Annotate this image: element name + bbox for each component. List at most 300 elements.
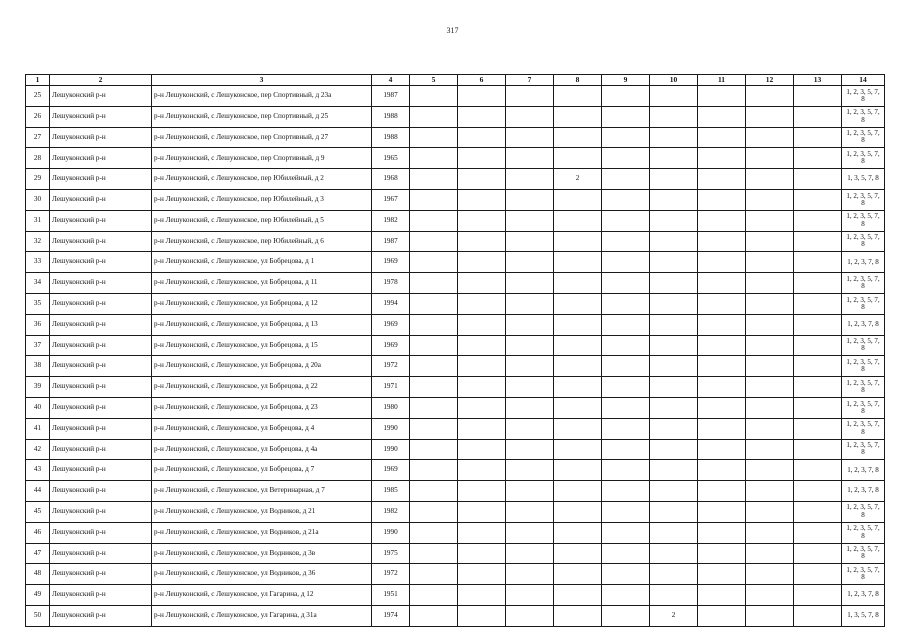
col-7-cell [506,564,554,585]
col-7-cell [506,522,554,543]
col-11-cell [698,335,746,356]
works-list-cell: 1, 2, 3, 5, 7, 8 [842,377,885,398]
col-11-cell [698,501,746,522]
table-row [26,252,885,273]
table-body [26,86,885,627]
col-7-cell [506,460,554,481]
col-6-cell [458,439,506,460]
year-cell: 1972 [372,564,410,585]
col-13-cell [794,189,842,210]
row-number: 45 [26,501,50,522]
column-header-6: 6 [458,75,506,86]
col-5-cell [410,564,458,585]
table-row [26,231,885,252]
col-8-cell [554,335,602,356]
col-13-cell [794,418,842,439]
col-13-cell [794,564,842,585]
col-11-cell [698,418,746,439]
works-list-cell: 1, 2, 3, 5, 7, 8 [842,418,885,439]
row-number: 33 [26,252,50,273]
col-8-cell [554,86,602,107]
col-9-cell [602,314,650,335]
address-cell: р-н Лешуконский, с Лешуконское, пер Спортивный, д 9 [152,148,372,169]
col-7-cell [506,169,554,190]
col-10-cell [650,397,698,418]
col-9-cell [602,543,650,564]
district-cell: Лешуконский р-н [50,397,152,418]
col-10-cell [650,356,698,377]
col-6-cell [458,397,506,418]
year-cell: 1969 [372,314,410,335]
col-10-cell [650,377,698,398]
col-5-cell [410,293,458,314]
col-7-cell [506,231,554,252]
col-6-cell [458,106,506,127]
col-8-cell [554,439,602,460]
col-13-cell [794,481,842,502]
col-10-cell [650,252,698,273]
col-7-cell [506,106,554,127]
column-header-12: 12 [746,75,794,86]
works-list-cell: 1, 2, 3, 5, 7, 8 [842,501,885,522]
col-13-cell [794,106,842,127]
col-11-cell [698,314,746,335]
col-8-cell [554,106,602,127]
district-cell: Лешуконский р-н [50,148,152,169]
year-cell: 1978 [372,273,410,294]
col-8-cell [554,377,602,398]
col-6-cell [458,522,506,543]
col-9-cell [602,377,650,398]
col-12-cell [746,210,794,231]
col-9-cell [602,169,650,190]
row-number: 49 [26,585,50,606]
col-11-cell [698,377,746,398]
col-9-cell [602,397,650,418]
col-8-cell [554,356,602,377]
col-11-cell [698,169,746,190]
col-13-cell [794,148,842,169]
col-9-cell [602,501,650,522]
col-11-cell [698,605,746,626]
col-6-cell [458,293,506,314]
year-cell: 1982 [372,210,410,231]
year-cell: 1988 [372,127,410,148]
col-5-cell [410,460,458,481]
table-row [26,293,885,314]
col-10-cell [650,501,698,522]
col-6-cell [458,564,506,585]
col-11-cell [698,148,746,169]
table-row [26,314,885,335]
row-number: 50 [26,605,50,626]
district-cell: Лешуконский р-н [50,189,152,210]
col-13-cell [794,543,842,564]
works-list-cell: 1, 2, 3, 5, 7, 8 [842,210,885,231]
col-5-cell [410,356,458,377]
table-row [26,439,885,460]
col-7-cell [506,397,554,418]
district-cell: Лешуконский р-н [50,127,152,148]
works-list-cell: 1, 2, 3, 5, 7, 8 [842,439,885,460]
address-cell: р-н Лешуконский, с Лешуконское, ул Бобрецова, д 12 [152,293,372,314]
col-6-cell [458,210,506,231]
col-6-cell [458,273,506,294]
col-5-cell [410,106,458,127]
year-cell: 1990 [372,439,410,460]
district-cell: Лешуконский р-н [50,501,152,522]
col-10-cell [650,522,698,543]
district-cell: Лешуконский р-н [50,522,152,543]
col-12-cell [746,86,794,107]
year-cell: 1987 [372,86,410,107]
col-6-cell [458,314,506,335]
col-5-cell [410,439,458,460]
col-10-cell [650,418,698,439]
col-10-cell [650,273,698,294]
address-cell: р-н Лешуконский, с Лешуконское, ул Ветеринарная, д 7 [152,481,372,502]
works-list-cell: 1, 2, 3, 5, 7, 8 [842,273,885,294]
col-8-cell [554,127,602,148]
col-13-cell [794,169,842,190]
district-cell: Лешуконский р-н [50,585,152,606]
year-cell: 1972 [372,356,410,377]
col-11-cell [698,252,746,273]
district-cell: Лешуконский р-н [50,356,152,377]
col-6-cell [458,127,506,148]
year-cell: 1994 [372,293,410,314]
page-number: 317 [446,26,459,35]
col-6-cell [458,356,506,377]
col-12-cell [746,585,794,606]
col-8-cell [554,605,602,626]
col-12-cell [746,356,794,377]
col-5-cell [410,86,458,107]
row-number: 28 [26,148,50,169]
col-7-cell [506,377,554,398]
table-row [26,543,885,564]
row-number: 40 [26,397,50,418]
col-10-cell [650,439,698,460]
column-header-1: 1 [26,75,50,86]
col-8-cell [554,231,602,252]
row-number: 25 [26,86,50,107]
col-12-cell [746,169,794,190]
col-12-cell [746,231,794,252]
col-13-cell [794,605,842,626]
address-cell: р-н Лешуконский, с Лешуконское, ул Бобрецова, д 4а [152,439,372,460]
col-8-cell [554,481,602,502]
col-13-cell [794,252,842,273]
works-list-cell: 1, 2, 3, 5, 7, 8 [842,231,885,252]
table-row [26,169,885,190]
col-12-cell [746,252,794,273]
row-number: 44 [26,481,50,502]
col-10-cell [650,127,698,148]
table-row [26,564,885,585]
year-cell: 1982 [372,501,410,522]
col-12-cell [746,418,794,439]
col-7-cell [506,356,554,377]
district-cell: Лешуконский р-н [50,481,152,502]
col-11-cell [698,460,746,481]
address-cell: р-н Лешуконский, с Лешуконское, ул Бобрецова, д 15 [152,335,372,356]
works-list-cell: 1, 2, 3, 5, 7, 8 [842,86,885,107]
address-cell: р-н Лешуконский, с Лешуконское, ул Водников, д 21 [152,501,372,522]
works-list-cell: 1, 2, 3, 5, 7, 8 [842,543,885,564]
col-8-cell [554,210,602,231]
col-10-cell [650,564,698,585]
col-13-cell [794,335,842,356]
col-9-cell [602,86,650,107]
works-list-cell: 1, 3, 5, 7, 8 [842,169,885,190]
col-12-cell [746,522,794,543]
col-7-cell [506,439,554,460]
col-13-cell [794,210,842,231]
col-9-cell [602,585,650,606]
address-cell: р-н Лешуконский, с Лешуконское, ул Водников, д 36 [152,564,372,585]
col-7-cell [506,210,554,231]
row-number: 47 [26,543,50,564]
col-12-cell [746,335,794,356]
address-cell: р-н Лешуконский, с Лешуконское, ул Гагарина, д 31а [152,605,372,626]
table-row [26,210,885,231]
col-6-cell [458,543,506,564]
address-cell: р-н Лешуконский, с Лешуконское, ул Бобрецова, д 1 [152,252,372,273]
table-row [26,127,885,148]
col-11-cell [698,106,746,127]
district-cell: Лешуконский р-н [50,86,152,107]
col-5-cell [410,231,458,252]
address-cell: р-н Лешуконский, с Лешуконское, ул Бобрецова, д 11 [152,273,372,294]
col-5-cell [410,314,458,335]
works-list-cell: 1, 2, 3, 7, 8 [842,481,885,502]
col-13-cell [794,522,842,543]
col-10-cell [650,543,698,564]
col-12-cell [746,481,794,502]
col-11-cell [698,397,746,418]
col-7-cell [506,501,554,522]
col-11-cell [698,86,746,107]
year-cell: 1969 [372,252,410,273]
col-7-cell [506,314,554,335]
col-5-cell [410,377,458,398]
col-6-cell [458,501,506,522]
address-cell: р-н Лешуконский, с Лешуконское, пер Спортивный, д 27 [152,127,372,148]
col-8-cell [554,273,602,294]
table-row [26,460,885,481]
col-10-cell [650,106,698,127]
col-6-cell [458,460,506,481]
address-cell: р-н Лешуконский, с Лешуконское, ул Бобрецова, д 13 [152,314,372,335]
col-6-cell [458,189,506,210]
address-cell: р-н Лешуконский, с Лешуконское, ул Бобрецова, д 20а [152,356,372,377]
address-cell: р-н Лешуконский, с Лешуконское, ул Бобрецова, д 23 [152,397,372,418]
col-6-cell [458,605,506,626]
year-cell: 1967 [372,189,410,210]
table-row [26,501,885,522]
year-cell: 1990 [372,418,410,439]
col-10-cell: 2 [650,605,698,626]
table-row [26,189,885,210]
col-12-cell [746,106,794,127]
col-5-cell [410,481,458,502]
table-row [26,86,885,107]
row-number: 39 [26,377,50,398]
col-11-cell [698,231,746,252]
row-number: 29 [26,169,50,190]
year-cell: 1971 [372,377,410,398]
col-10-cell [650,169,698,190]
address-cell: р-н Лешуконский, с Лешуконское, ул Бобрецова, д 4 [152,418,372,439]
col-7-cell [506,481,554,502]
column-header-7: 7 [506,75,554,86]
col-10-cell [650,86,698,107]
works-list-cell: 1, 2, 3, 5, 7, 8 [842,106,885,127]
table-row [26,273,885,294]
col-9-cell [602,106,650,127]
col-7-cell [506,605,554,626]
district-cell: Лешуконский р-н [50,460,152,481]
col-11-cell [698,356,746,377]
column-header-11: 11 [698,75,746,86]
row-number: 35 [26,293,50,314]
column-header-2: 2 [50,75,152,86]
col-8-cell: 2 [554,169,602,190]
year-cell: 1985 [372,481,410,502]
address-cell: р-н Лешуконский, с Лешуконское, ул Гагарина, д 12 [152,585,372,606]
col-11-cell [698,543,746,564]
district-cell: Лешуконский р-н [50,564,152,585]
col-6-cell [458,86,506,107]
col-13-cell [794,356,842,377]
col-13-cell [794,439,842,460]
col-13-cell [794,86,842,107]
col-12-cell [746,460,794,481]
column-header-5: 5 [410,75,458,86]
col-8-cell [554,189,602,210]
col-10-cell [650,335,698,356]
col-11-cell [698,522,746,543]
address-cell: р-н Лешуконский, с Лешуконское, пер Спортивный, д 25 [152,106,372,127]
col-8-cell [554,522,602,543]
works-list-cell: 1, 2, 3, 5, 7, 8 [842,148,885,169]
row-number: 48 [26,564,50,585]
col-12-cell [746,127,794,148]
works-list-cell: 1, 2, 3, 5, 7, 8 [842,335,885,356]
col-11-cell [698,564,746,585]
col-11-cell [698,293,746,314]
works-list-cell: 1, 2, 3, 5, 7, 8 [842,564,885,585]
district-cell: Лешуконский р-н [50,314,152,335]
district-cell: Лешуконский р-н [50,252,152,273]
works-list-cell: 1, 2, 3, 5, 7, 8 [842,356,885,377]
table-row [26,397,885,418]
col-9-cell [602,210,650,231]
col-11-cell [698,439,746,460]
header-row [26,75,885,86]
col-6-cell [458,231,506,252]
col-7-cell [506,335,554,356]
registry-table [25,74,885,627]
col-6-cell [458,335,506,356]
col-7-cell [506,585,554,606]
col-6-cell [458,418,506,439]
col-12-cell [746,273,794,294]
col-9-cell [602,127,650,148]
col-5-cell [410,148,458,169]
column-header-4: 4 [372,75,410,86]
col-10-cell [650,189,698,210]
row-number: 37 [26,335,50,356]
address-cell: р-н Лешуконский, с Лешуконское, ул Водников, д 21а [152,522,372,543]
col-11-cell [698,585,746,606]
address-cell: р-н Лешуконский, с Лешуконское, пер Спортивный, д 23а [152,86,372,107]
col-7-cell [506,273,554,294]
table-row [26,605,885,626]
col-5-cell [410,501,458,522]
col-9-cell [602,605,650,626]
row-number: 43 [26,460,50,481]
column-header-9: 9 [602,75,650,86]
year-cell: 1975 [372,543,410,564]
row-number: 34 [26,273,50,294]
row-number: 32 [26,231,50,252]
row-number: 38 [26,356,50,377]
year-cell: 1969 [372,335,410,356]
address-cell: р-н Лешуконский, с Лешуконское, ул Бобрецова, д 7 [152,460,372,481]
table-row [26,148,885,169]
col-9-cell [602,148,650,169]
col-9-cell [602,356,650,377]
col-9-cell [602,481,650,502]
col-11-cell [698,273,746,294]
col-9-cell [602,273,650,294]
works-list-cell: 1, 2, 3, 5, 7, 8 [842,522,885,543]
col-13-cell [794,314,842,335]
col-8-cell [554,148,602,169]
col-10-cell [650,210,698,231]
row-number: 27 [26,127,50,148]
year-cell: 1987 [372,231,410,252]
col-9-cell [602,335,650,356]
col-8-cell [554,543,602,564]
col-6-cell [458,252,506,273]
table-row [26,377,885,398]
year-cell: 1988 [372,106,410,127]
col-12-cell [746,293,794,314]
col-8-cell [554,564,602,585]
works-list-cell: 1, 2, 3, 7, 8 [842,314,885,335]
col-8-cell [554,501,602,522]
col-10-cell [650,481,698,502]
col-5-cell [410,522,458,543]
column-header-3: 3 [152,75,372,86]
year-cell: 1968 [372,169,410,190]
col-12-cell [746,189,794,210]
district-cell: Лешуконский р-н [50,169,152,190]
year-cell: 1974 [372,605,410,626]
col-9-cell [602,522,650,543]
district-cell: Лешуконский р-н [50,231,152,252]
works-list-cell: 1, 2, 3, 5, 7, 8 [842,293,885,314]
row-number: 26 [26,106,50,127]
col-9-cell [602,460,650,481]
col-7-cell [506,127,554,148]
col-12-cell [746,314,794,335]
row-number: 30 [26,189,50,210]
col-5-cell [410,252,458,273]
